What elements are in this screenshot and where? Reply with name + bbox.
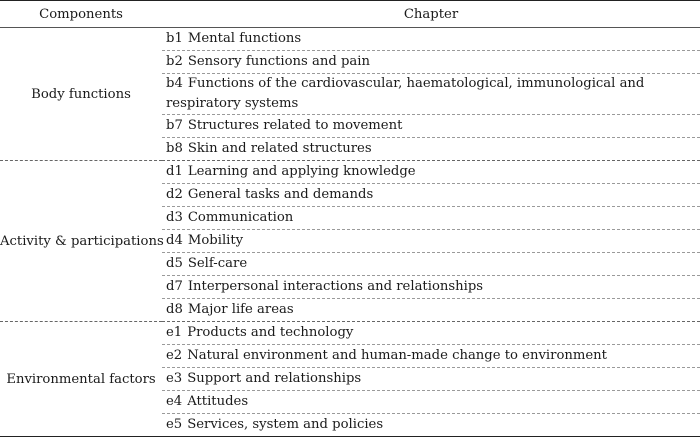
chapter-code: b4 [166, 76, 183, 91]
chapter-title: Products and technology [187, 325, 354, 340]
table-row [0, 28, 700, 51]
chapter-title: Mobility [187, 233, 244, 248]
group-activity-participations [0, 161, 700, 322]
chapter-title: General tasks and demands [187, 187, 374, 202]
chapter-cell [162, 207, 700, 230]
chapter-cell [162, 230, 700, 253]
table-header [0, 1, 700, 28]
chapter-code: b8 [166, 141, 183, 156]
chapter-cell [162, 368, 700, 391]
chapter-code: e1 [166, 325, 183, 340]
chapter-title: Mental functions [187, 31, 302, 46]
chapter-cell [162, 345, 700, 368]
chapter-title: Skin and related structures [187, 141, 372, 156]
chapter-cell [162, 299, 700, 322]
chapter-cell [162, 253, 700, 276]
chapter-code: b1 [166, 31, 183, 46]
chapter-title: Major life areas [187, 302, 294, 317]
chapter-code: b2 [166, 54, 183, 69]
chapter-title: Natural environment and human-made change to environment [187, 348, 607, 363]
chapter-code: e4 [166, 394, 183, 409]
table-row [0, 322, 700, 345]
chapter-title: Services, system and policies [187, 417, 384, 432]
chapter-cell [162, 391, 700, 414]
chapter-title: Sensory functions and pain [187, 54, 370, 69]
chapter-cell [162, 322, 700, 345]
chapter-code: d4 [166, 233, 183, 248]
chapter-code: b7 [166, 118, 183, 133]
chapter-title: Support and relationships [187, 371, 362, 386]
group-body-functions [0, 28, 700, 161]
chapter-cell [162, 414, 700, 437]
chapter-title: Learning and applying knowledge [187, 164, 416, 179]
chapter-code: e2 [166, 348, 183, 363]
group-environmental-factors [0, 322, 700, 437]
chapter-code: e3 [166, 371, 183, 386]
chapter-title: Communication [187, 210, 294, 225]
header-chapter: Chapter [162, 1, 700, 28]
chapter-code: d3 [166, 210, 183, 225]
header-components: Components [0, 1, 162, 28]
chapter-cell [162, 161, 700, 184]
chapter-title: Attitudes [187, 394, 249, 409]
component-label: Environmental factors [6, 371, 156, 387]
chapter-cell [162, 74, 700, 115]
chapter-cell [162, 138, 700, 161]
chapter-code: d7 [166, 279, 183, 294]
chapter-cell [162, 115, 700, 138]
component-label: Activity & participations [0, 233, 164, 249]
chapter-code: d1 [166, 164, 183, 179]
chapter-code: d8 [166, 302, 183, 317]
chapter-code: d2 [166, 187, 183, 202]
chapter-cell [162, 28, 700, 51]
chapter-title: Interpersonal interactions and relationships [187, 279, 484, 294]
chapter-cell [162, 184, 700, 207]
table-row [0, 161, 700, 184]
chapter-code: e5 [166, 417, 183, 432]
chapter-title: Structures related to movement [187, 118, 403, 133]
component-label: Body functions [31, 86, 131, 102]
chapter-code: d5 [166, 256, 183, 271]
chapter-cell [162, 276, 700, 299]
chapter-cell [162, 51, 700, 74]
chapter-title: Functions of the cardiovascular, haematological, immunological and respiratory systems [166, 76, 645, 111]
chapter-title: Self-care [187, 256, 248, 271]
header-row [0, 1, 700, 28]
